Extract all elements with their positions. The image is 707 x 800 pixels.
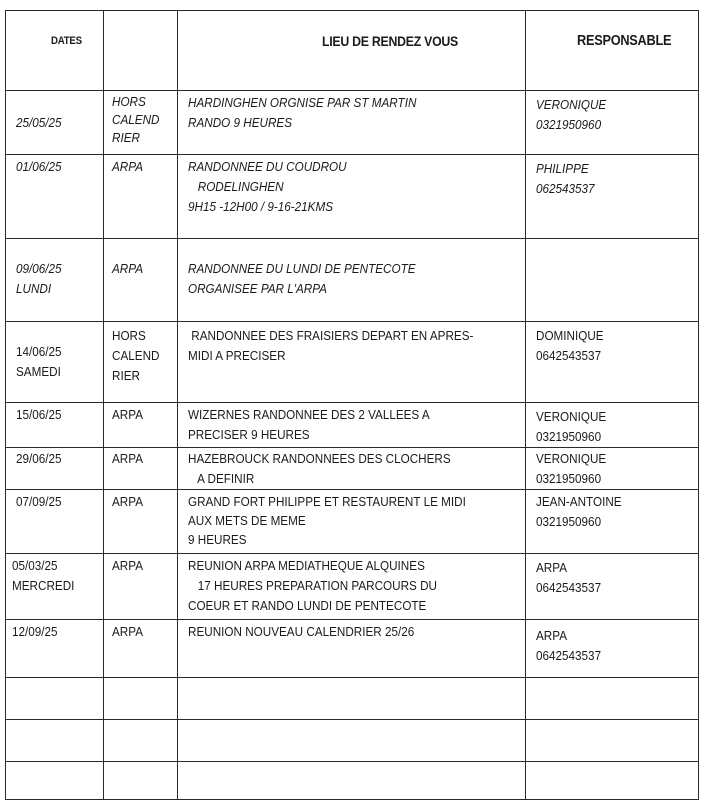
date-cell: 09/06/25 LUNDI — [6, 239, 104, 322]
header-responsable: RESPONSABLE — [526, 11, 699, 91]
date-cell: 05/03/25 MERCREDI — [6, 554, 104, 620]
lieu-cell — [178, 678, 526, 720]
table-row — [6, 91, 699, 155]
date-cell: 29/06/25 — [6, 448, 104, 490]
date-cell: 12/09/25 — [6, 620, 104, 678]
lieu-cell: REUNION ARPA MEDIATHEQUE ALQUINES 17 HEURES PREPARATION PARCOURS DU COEUR ET RANDO LUNDI DE PENTECOTE — [178, 554, 526, 620]
table-row-empty — [6, 762, 699, 800]
responsable-cell: DOMINIQUE 0642543537 — [526, 322, 699, 403]
table-row — [6, 490, 699, 554]
organizer-cell: ARPA — [104, 403, 178, 448]
organizer-cell: ARPA — [104, 239, 178, 322]
organizer-cell: HORS CALEND RIER — [104, 91, 178, 155]
table-row — [6, 155, 699, 239]
lieu-cell: REUNION NOUVEAU CALENDRIER 25/26 — [178, 620, 526, 678]
table-row — [6, 620, 699, 678]
responsable-cell: VERONIQUE 0321950960 — [526, 448, 699, 490]
lieu-cell: RANDONNEE DU LUNDI DE PENTECOTE ORGANISEE PAR L'ARPA — [178, 239, 526, 322]
header-row — [6, 11, 699, 91]
responsable-cell: VERONIQUE 0321950960 — [526, 403, 699, 448]
organizer-cell: ARPA — [104, 554, 178, 620]
organizer-cell: ARPA — [104, 490, 178, 554]
responsable-cell — [526, 720, 699, 762]
date-cell: 25/05/25 — [6, 91, 104, 155]
lieu-cell: WIZERNES RANDONNEE DES 2 VALLEES A PRECISER 9 HEURES — [178, 403, 526, 448]
date-cell — [6, 678, 104, 720]
date-cell: 14/06/25 SAMEDI — [6, 322, 104, 403]
table-row — [6, 554, 699, 620]
table-row — [6, 403, 699, 448]
organizer-cell — [104, 762, 178, 800]
date-cell: 07/09/25 — [6, 490, 104, 554]
responsable-cell: ARPA 0642543537 — [526, 620, 699, 678]
lieu-cell — [178, 762, 526, 800]
lieu-cell: GRAND FORT PHILIPPE ET RESTAURENT LE MIDI AUX METS DE MEME 9 HEURES — [178, 490, 526, 554]
responsable-cell — [526, 678, 699, 720]
header-dates: DATES — [6, 11, 104, 91]
table-row-empty — [6, 720, 699, 762]
lieu-cell — [178, 720, 526, 762]
lieu-cell: HAZEBROUCK RANDONNEES DES CLOCHERS A DEFINIR — [178, 448, 526, 490]
date-cell: 15/06/25 — [6, 403, 104, 448]
organizer-cell: HORS CALEND RIER — [104, 322, 178, 403]
lieu-cell: RANDONNEE DU COUDROU RODELINGHEN 9H15 -12H00 / 9-16-21KMS — [178, 155, 526, 239]
responsable-cell: JEAN-ANTOINE 0321950960 — [526, 490, 699, 554]
table-row-empty — [6, 678, 699, 720]
date-cell — [6, 762, 104, 800]
responsable-cell: VERONIQUE 0321950960 — [526, 91, 699, 155]
header-lieu: LIEU DE RENDEZ VOUS — [178, 11, 526, 91]
responsable-cell: PHILIPPE 062543537 — [526, 155, 699, 239]
responsable-cell — [526, 239, 699, 322]
responsable-cell: ARPA 0642543537 — [526, 554, 699, 620]
schedule-table — [5, 10, 699, 800]
table-row — [6, 448, 699, 490]
organizer-cell: ARPA — [104, 620, 178, 678]
organizer-cell — [104, 720, 178, 762]
table-row — [6, 239, 699, 322]
organizer-cell: ARPA — [104, 448, 178, 490]
date-cell — [6, 720, 104, 762]
header-organizer — [104, 11, 178, 91]
table-row — [6, 322, 699, 403]
date-cell: 01/06/25 — [6, 155, 104, 239]
responsable-cell — [526, 762, 699, 800]
lieu-cell: RANDONNEE DES FRAISIERS DEPART EN APRES- MIDI A PRECISER — [178, 322, 526, 403]
organizer-cell: ARPA — [104, 155, 178, 239]
lieu-cell: HARDINGHEN ORGNISE PAR ST MARTIN RANDO 9 HEURES — [178, 91, 526, 155]
organizer-cell — [104, 678, 178, 720]
